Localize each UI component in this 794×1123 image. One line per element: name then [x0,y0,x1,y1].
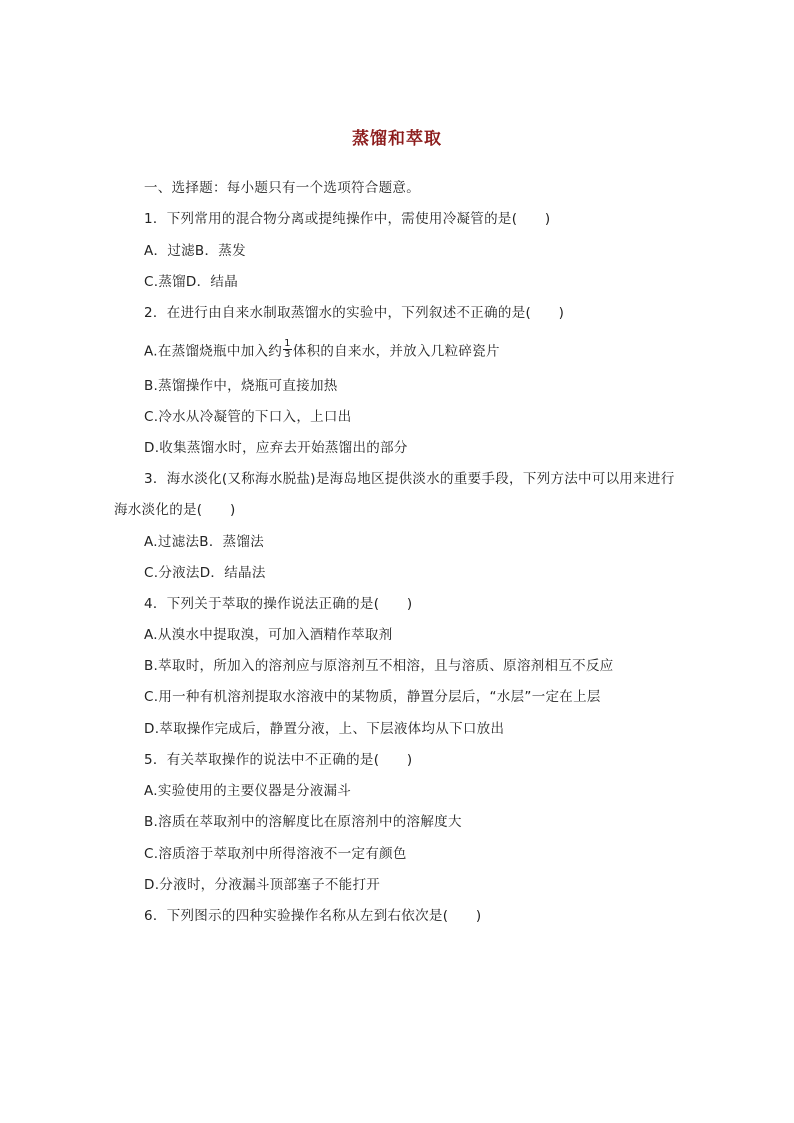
question-4-option-d: D.萃取操作完成后，静置分液，上、下层液体均从下口放出 [144,721,505,737]
question-2-option-b: B.蒸馏操作中，烧瓶可直接加热 [144,378,338,394]
fraction-denominator: 3 [284,349,291,360]
fraction-one-third [283,339,292,360]
question-6-stem: 6．下列图示的四种实验操作名称从左到右依次是( ) [144,908,482,924]
question-5-option-d: D.分液时，分液漏斗顶部塞子不能打开 [144,877,381,893]
question-2-option-c: C.冷水从冷凝管的下口入，上口出 [144,409,352,425]
question-5-option-a: A.实验使用的主要仪器是分液漏斗 [144,783,352,799]
question-5-option-c: C.溶质溶于萃取剂中所得溶液不一定有颜色 [144,846,407,862]
section-heading: 一、选择题：每小题只有一个选项符合题意。 [144,180,420,196]
fraction-numerator: 1 [284,338,291,349]
question-3-stem-line-1: 3．海水淡化(又称海水脱盐)是海岛地区提供淡水的重要手段，下列方法中可以用来进行 [144,471,675,487]
question-4-option-a: A.从溴水中提取溴，可加入酒精作萃取剂 [144,627,393,643]
option-a-text-before: A.在蒸馏烧瓶中加入约 [144,343,283,360]
question-5-option-b: B.溶质在萃取剂中的溶解度比在原溶剂中的溶解度大 [144,814,462,830]
question-2-stem: 2．在进行由自来水制取蒸馏水的实验中，下列叙述不正确的是( ) [144,305,565,321]
question-4-stem: 4．下列关于萃取的操作说法正确的是( ) [144,596,413,612]
question-3-options-ab: A.过滤法B．蒸馏法 [144,534,265,550]
question-1-options-cd: C.蒸馏D．结晶 [144,274,239,290]
question-1-options-ab: A．过滤B．蒸发 [144,243,246,259]
question-3-stem-line-2: 海水淡化的是( ) [114,502,236,518]
question-2-option-a [144,338,500,362]
question-5-stem: 5．有关萃取操作的说法中不正确的是( ) [144,752,413,768]
question-2-option-d: D.收集蒸馏水时，应弃去开始蒸馏出的部分 [144,440,408,456]
question-4-option-c: C.用一种有机溶剂提取水溶液中的某物质，静置分层后，“水层”一定在上层 [144,689,601,705]
question-3-options-cd: C.分液法D．结晶法 [144,565,266,581]
question-1-stem: 1．下列常用的混合物分离或提纯操作中，需使用冷凝管的是( ) [144,211,551,227]
question-4-option-b: B.萃取时，所加入的溶剂应与原溶剂互不相溶，且与溶质、原溶剂相互不反应 [144,658,614,674]
option-a-text-after: 体积的自来水，并放入几粒碎瓷片 [292,343,500,360]
page-title: 蒸馏和萃取 [352,129,442,149]
